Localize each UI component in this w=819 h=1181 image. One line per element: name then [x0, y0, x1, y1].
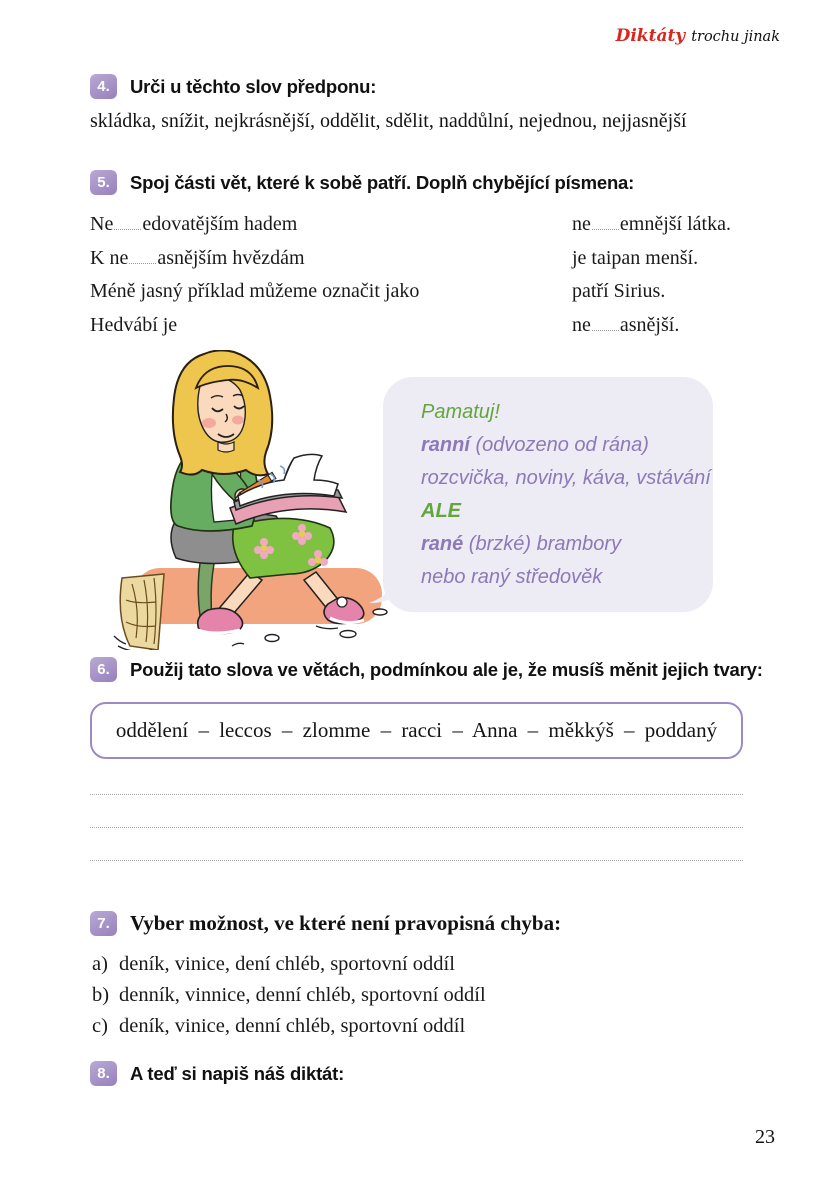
- match-left-item: Hedvábí je: [90, 313, 178, 336]
- pamatuj-note-bubble: [383, 377, 713, 612]
- fill-in-blank[interactable]: [592, 215, 619, 230]
- exercise-5-right-column: [572, 208, 731, 342]
- match-left-item: Ne edovatějším hadem: [90, 213, 298, 235]
- match-left-item: K ne asnějším hvězdám: [90, 246, 305, 269]
- exercise-4-heading: Urči u těchto slov předponu:: [130, 75, 377, 97]
- exercise-4-word-list: skládka, snížit, nejkrásnější, oddělit, sdělit, naddůlní, nejednou, nejjasnější: [90, 110, 687, 132]
- option-c[interactable]: c) deník, vinice, denní chléb, sportovní oddíl: [92, 1015, 466, 1037]
- girl-writing-illustration: [112, 350, 402, 650]
- note-conjunction: ALE: [421, 500, 461, 522]
- exercise-7-heading: Vyber možnost, ve které není pravopisná chyba:: [130, 911, 562, 935]
- exercise-5-heading: Spoj části vět, které k sobě patří. Doplň chybějící písmena:: [130, 171, 635, 193]
- exercise-6-word-box: oddělení – leccos – zlomme – racci – Anna – měkkýš – poddaný: [90, 702, 743, 759]
- brand-title: Diktáty: [615, 26, 686, 46]
- exercise-7-number-badge: 7.: [90, 911, 117, 936]
- exercise-4-number-badge: 4.: [90, 74, 117, 99]
- brand-subtitle: trochu jinak: [691, 29, 780, 45]
- exercise-8-header: [90, 1061, 344, 1086]
- note-line-examples2: nebo raný středověk: [421, 566, 603, 588]
- exercise-6-heading: Použij tato slova ve větách, podmínkou ale je, že musíš měnit jejich tvary:: [130, 658, 763, 680]
- exercise-6-number-badge: 6.: [90, 657, 117, 682]
- exercise-7-options: [92, 949, 486, 1042]
- match-left-item: Méně jasný příklad můžeme označit jako: [90, 280, 420, 302]
- writing-line[interactable]: [90, 860, 743, 861]
- option-a[interactable]: a) deník, vinice, dení chléb, sportovní oddíl: [92, 953, 455, 975]
- note-line-examples1: rozcvička, noviny, káva, vstávání: [421, 467, 711, 489]
- note-line-rane: rané (brzké) brambory: [421, 533, 622, 555]
- page-header: [616, 26, 780, 46]
- match-right-item: patří Sirius.: [572, 280, 666, 302]
- exercise-4-header: [90, 74, 376, 99]
- exercise-5-left-column: [90, 208, 419, 342]
- note-line-ranni: ranní (odvozeno od rána): [421, 434, 649, 456]
- exercise-8-heading: A teď si napiš náš diktát:: [130, 1062, 345, 1084]
- exercise-5-header: [90, 170, 634, 195]
- fill-in-blank[interactable]: [114, 215, 141, 230]
- match-right-item: ne emnější látka.: [572, 213, 731, 235]
- note-title: Pamatuj!: [421, 401, 500, 423]
- bubble-tail: [369, 574, 403, 604]
- exercise-6-header: [90, 657, 763, 682]
- match-right-item: ne asnější.: [572, 313, 680, 336]
- exercise-5-number-badge: 5.: [90, 170, 117, 195]
- exercise-8-number-badge: 8.: [90, 1061, 117, 1086]
- page-number: 23: [755, 1126, 775, 1148]
- exercise-7-header: [90, 911, 561, 936]
- writing-line[interactable]: [90, 794, 743, 795]
- option-b[interactable]: b) denník, vinnice, denní chléb, sportovní oddíl: [92, 984, 486, 1006]
- match-right-item: je taipan menší.: [572, 246, 699, 269]
- writing-line[interactable]: [90, 827, 743, 828]
- fill-in-blank[interactable]: [129, 249, 156, 264]
- fill-in-blank[interactable]: [592, 316, 619, 331]
